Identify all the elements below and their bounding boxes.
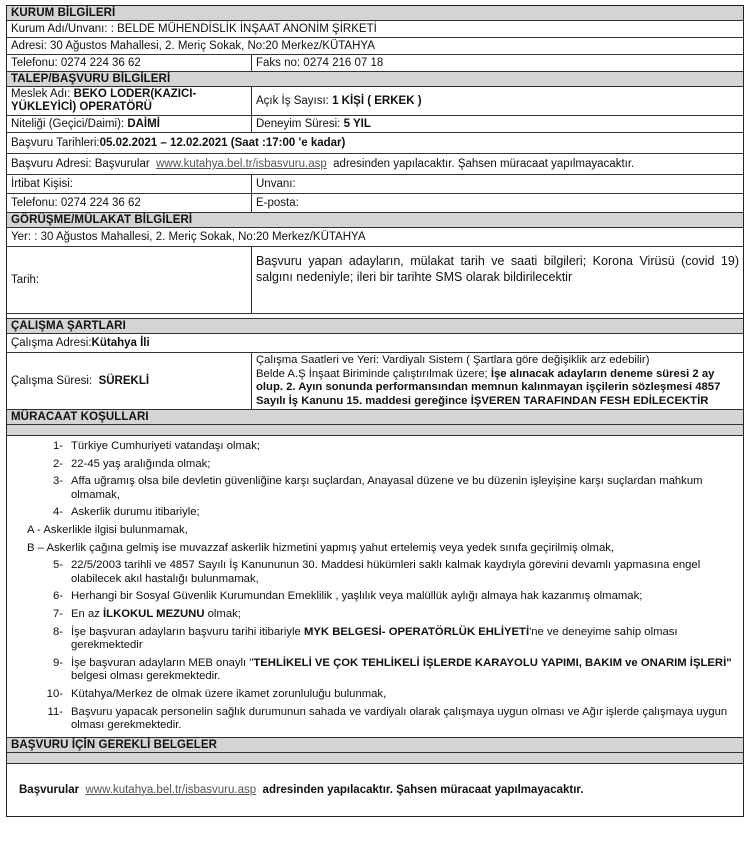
condition-item (7, 524, 743, 538)
condition-item (7, 608, 743, 622)
condition-text: Askerlik durumu itibariyle; (71, 506, 200, 519)
condition-number: 9- (52, 656, 63, 669)
condition-pre: İşe başvuran adayların MEB onaylı " (71, 656, 254, 669)
condition-text: Başvuru yapacak personelin sağlık durumunun sahada ve vardiyalı olarak çalışmaya uygun olması ve Ağır işlerde çalışmaya uygun olması gerekmektedir. (71, 705, 728, 732)
condition-text: A - Askerlikle ilgisi bulunmamak, (27, 523, 188, 536)
condition-item (7, 542, 743, 556)
belgeler-suffix: adresinden yapılacaktır. Şahsen müracaat yapılmayacaktır. (262, 783, 584, 796)
kurum-faks: Faks no: 0274 216 07 18 (256, 57, 384, 69)
condition-text: Affa uğramış olsa bile devletin güvenliğine karşı suçlardan, Anayasal düzene ve bu düzenin işleyişine karşı suçlardan mahkum olmamak, (71, 475, 703, 501)
condition-item (7, 590, 743, 604)
deneyim-cell (252, 116, 743, 132)
condition-post: belgesi olması gerekmektedir. (71, 670, 221, 683)
condition-bold: TEHLİKELİ VE ÇOK TEHLİKELİ İŞLERDE KARAYOLU YAPIMI, BAKIM ve ONARIM İŞLERİ" (253, 656, 732, 669)
condition-number: 10- (46, 687, 63, 700)
condition-text: Türkiye Cumhuriyeti vatandaşı olmak; (71, 440, 260, 452)
meslek-cell (7, 87, 252, 115)
condition-item (7, 626, 743, 653)
acik-is-label: Açık İş Sayısı: (256, 95, 329, 107)
calisma-deneme-plain: Belde A.Ş İnşaat Biriminde çalıştırılmak üzere; (256, 367, 488, 380)
condition-item (7, 706, 743, 733)
deneyim-value: 5 YIL (343, 118, 371, 130)
basvuru-tarihleri-label: Başvuru Tarihleri: (11, 137, 100, 149)
condition-item (7, 440, 743, 454)
section-header-talep: TALEP/BAŞVURU BİLGİLERİ (7, 72, 743, 87)
irtibat-row (7, 175, 743, 194)
nitelik-value: DAİMİ (127, 118, 160, 130)
condition-number: 11- (47, 705, 63, 718)
muracaat-spacer (7, 425, 743, 436)
condition-text: Kütahya/Merkez de olmak üzere ikamet zorunluluğu bulunmak, (71, 687, 387, 700)
calisma-deneme-bold: İşe alınacak adayların deneme süresi 2 ay olup. 2. Ayın sonunda performansından memnun kalınmayan işçilerin sözleşmesi 4857 Sayılı İş Kanunu 15. maddesi gereğince İŞVEREN TARAFINDAN FESH EDİLECEKTİR (256, 367, 721, 407)
condition-gap (7, 733, 743, 737)
condition-item (7, 688, 743, 702)
nitelik-row (7, 116, 743, 133)
meslek-value: BEKO LODER(KAZICI-YÜKLEYİCİ) OPERATÖRÜ (11, 88, 197, 113)
condition-number: 1- (52, 440, 63, 452)
condition-number: 2- (52, 457, 63, 470)
irtibat-kisisi: İrtibat Kişisi: (7, 175, 252, 193)
irtibat-telefon: Telefonu: 0274 224 36 62 (7, 194, 252, 212)
belgeler-prefix: Başvurular (19, 783, 80, 796)
gorusme-tarih-row (7, 247, 743, 314)
condition-item (7, 506, 743, 520)
calisma-suresi-cell (7, 353, 252, 409)
belgeler-spacer (7, 753, 743, 764)
basvuru-adresi (7, 154, 743, 175)
condition-post: 'ne ve deneyime sahip olması gerekmektedir (71, 625, 678, 652)
job-posting-form (6, 5, 744, 817)
section-header-muracaat: MÜRACAAT KOŞULLARI (7, 410, 743, 425)
gorusme-tarih-label: Tarih: (7, 247, 252, 313)
nitelik-label: Niteliği (Geçici/Daimi): (11, 118, 125, 130)
muracaat-list (7, 436, 743, 738)
meslek-row (7, 87, 743, 116)
deneyim-label: Deneyim Süresi: (256, 118, 341, 130)
condition-text: 22-45 yaş aralığında olmak; (71, 457, 211, 470)
belgeler-body (7, 764, 743, 816)
irtibat-eposta: E-posta: (256, 197, 299, 209)
belgeler-link[interactable]: www.kutahya.bel.tr/isbasvuru.asp (85, 783, 257, 796)
basvuru-link[interactable]: www.kutahya.bel.tr/isbasvuru.asp (156, 158, 327, 170)
kurum-adi-value: : BELDE MÜHENDİSLİK İNŞAAT ANONİM ŞİRKETİ (110, 23, 377, 35)
calisma-suresi-value: SÜREKLİ (98, 375, 150, 387)
basvuru-tarihleri (7, 133, 743, 154)
condition-number: 4- (52, 506, 63, 519)
condition-text: B – Askerlik çağına gelmiş ise muvazzaf askerlik hizmetini yapmış yahut ertelemiş veya yedek sınıfa geçirilmiş olmak, (27, 541, 615, 554)
kurum-adi-label: Kurum Adı/Unvanı: (11, 23, 108, 35)
condition-item (7, 657, 743, 684)
condition-pre: En az (71, 607, 104, 620)
calisma-saatleri-cell (252, 353, 743, 409)
kurum-adi-row (7, 21, 743, 38)
gorusme-yer: Yer: : 30 Ağustos Mahallesi, 2. Meriç Sokak, No:20 Merkez/KÜTAHYA (7, 228, 743, 247)
condition-item (7, 559, 743, 586)
calisma-suresi-label: Çalışma Süresi: (11, 375, 93, 387)
condition-bold: İLKOKUL MEZUNU (103, 607, 205, 620)
condition-post: olmak; (204, 607, 241, 620)
condition-bold: MYK BELGESİ- OPERATÖRLÜK EHLİYETİ (303, 625, 530, 638)
calisma-saatleri-line1: Çalışma Saatleri ve Yeri: Vardiyalı Sistem ( Şartlara göre değişiklik arz edebilir) (256, 354, 650, 366)
condition-text (71, 657, 737, 684)
section-header-belgeler: BAŞVURU İÇİN GEREKLİ BELGELER (7, 738, 743, 753)
condition-item (7, 458, 743, 472)
section-header-calisma: ÇALIŞMA ŞARTLARI (7, 318, 743, 334)
section-header-gorusme: GÖRÜŞME/MÜLAKAT BİLGİLERİ (7, 213, 743, 228)
condition-number: 6- (52, 590, 63, 603)
basvuru-tarihleri-value: 05.02.2021 – 12.02.2021 (Saat :17:00 'e kadar) (99, 137, 346, 149)
basvuru-adresi-suffix: adresinden yapılacaktır. Şahsen müracaat yapılmayacaktır. (333, 158, 635, 170)
condition-item (7, 475, 743, 502)
acik-is-value: 1 KİŞİ ( ERKEK ) (332, 95, 422, 107)
basvuru-adresi-prefix: Başvuru Adresi: Başvurular (11, 158, 150, 170)
kurum-contact-row (7, 55, 743, 72)
section-header-kurum: KURUM BİLGİLERİ (7, 6, 743, 21)
calisma-adresi-label: Çalışma Adresi: (11, 337, 92, 349)
condition-number: 8- (52, 625, 63, 638)
condition-number: 3- (52, 475, 63, 488)
condition-pre: İşe başvuran adayların başvuru tarihi itibariyle (71, 625, 304, 638)
condition-text (71, 608, 737, 622)
calisma-sure-row (7, 353, 743, 410)
irtibat-unvani: Unvanı: (256, 178, 296, 190)
calisma-adresi (7, 334, 743, 353)
calisma-adresi-value: Kütahya İli (91, 337, 150, 349)
condition-text (71, 626, 737, 653)
irtibat-contact-row (7, 194, 743, 213)
kurum-telefon: Telefonu: 0274 224 36 62 (7, 55, 252, 71)
condition-number: 5- (52, 559, 63, 572)
condition-text: 22/5/2003 tarihli ve 4857 Sayılı İş Kanununun 30. Maddesi hükümleri saklı kalmak kaydıyla görevini devamlı yapmasına engel olabilecek akıl hastalığı bulunmamak, (71, 559, 701, 585)
gorusme-tarih-value: Başvuru yapan adayların, mülakat tarih ve saati bilgileri; Korona Virüsü (covid 19) salgını nedeniyle; ileri bir tarihte SMS olarak bildirilecektir (256, 254, 739, 284)
condition-number: 7- (52, 607, 63, 620)
calisma-saatleri-line2 (256, 368, 739, 409)
acik-is-cell (252, 87, 743, 115)
kurum-adres: Adresi: 30 Ağustos Mahallesi, 2. Meriç Sokak, No:20 Merkez/KÜTAHYA (7, 38, 743, 55)
nitelik-cell (7, 116, 252, 132)
meslek-label: Meslek Adı: (11, 88, 71, 100)
condition-text: Herhangi bir Sosyal Güvenlik Kurumundan Emeklilik , yaşlılık veya malüllük aylığı almaya hak kazanmış olmamak; (71, 590, 643, 603)
